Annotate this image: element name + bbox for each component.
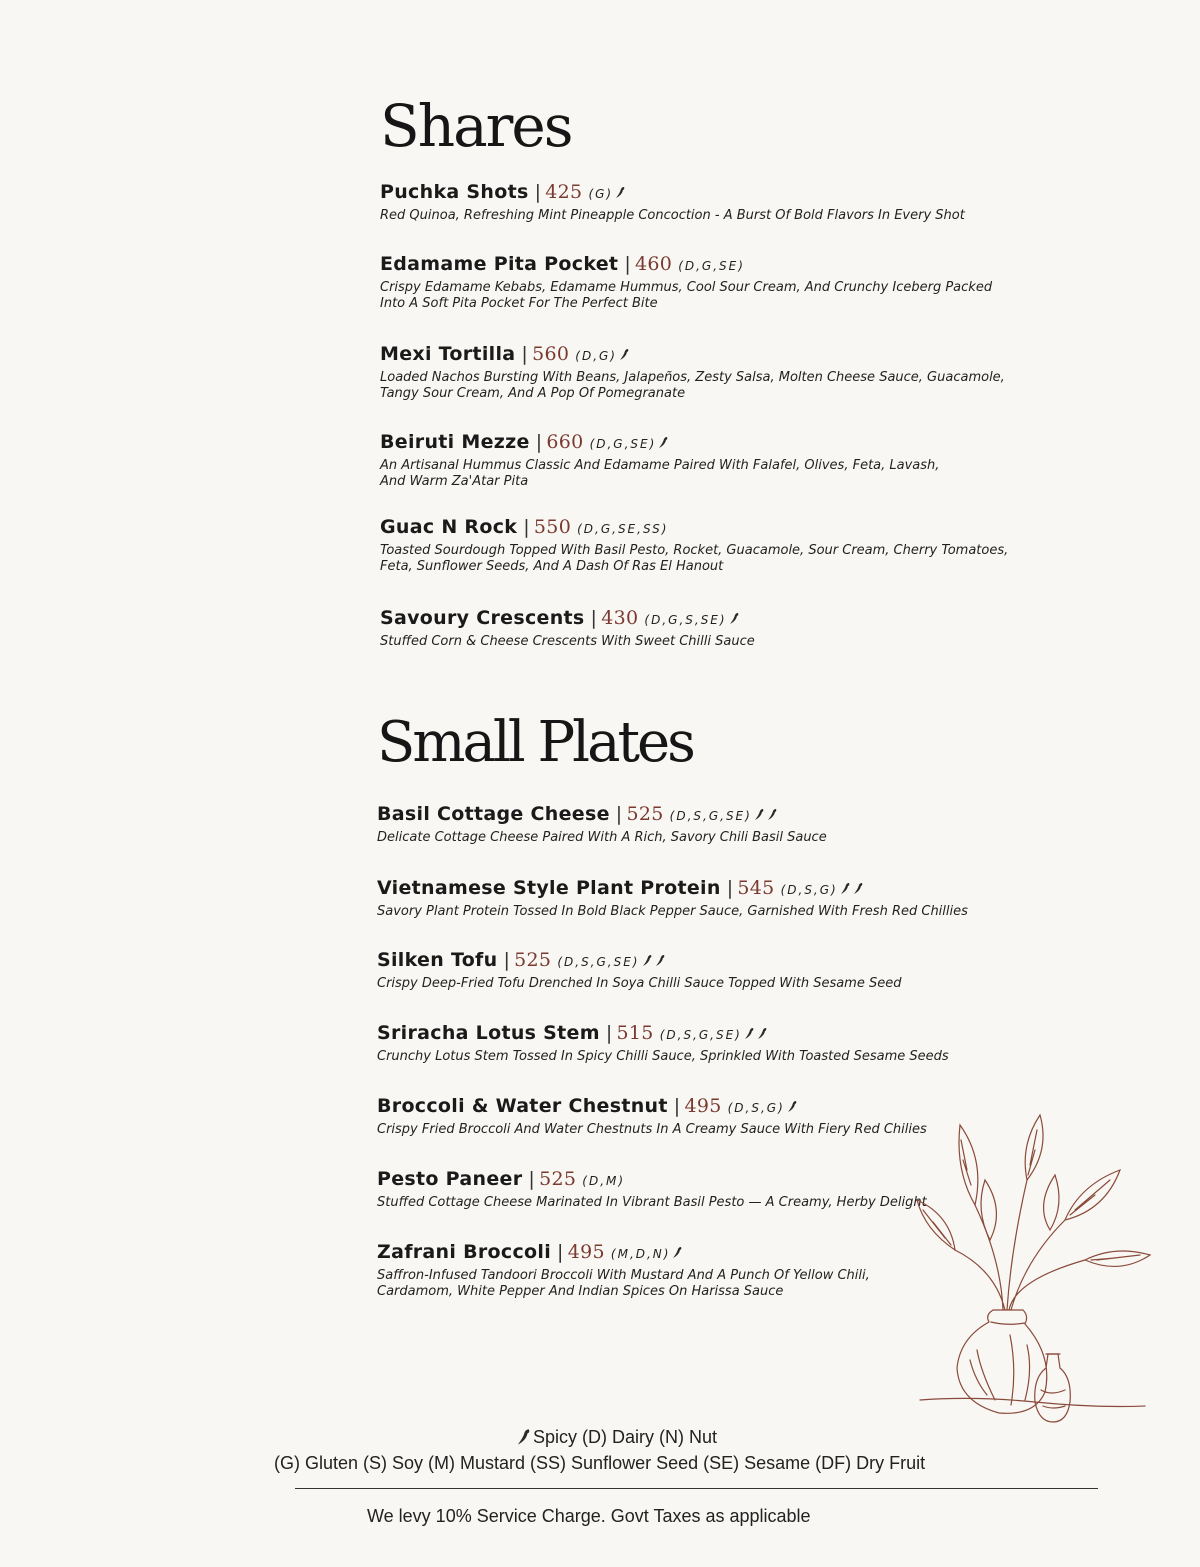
separator: | [523, 516, 530, 538]
menu-item-description [380, 208, 1080, 224]
small-plates-title: Small Plates [377, 710, 693, 775]
separator: | [503, 949, 511, 971]
menu-item-header [377, 802, 1077, 828]
menu-item-price: 525 [514, 949, 552, 971]
chili-icon [672, 1246, 683, 1259]
menu-item-price: 660 [546, 431, 584, 453]
divider [295, 1488, 1098, 1489]
legend-line-1 [0, 1427, 1200, 1448]
menu-item [380, 342, 1080, 402]
menu-item [377, 876, 1077, 920]
description-line: Into A Soft Pita Pocket For The Perfect Bite [380, 296, 658, 311]
menu-item-name: Beiruti Mezze [380, 431, 530, 453]
allergen-tags: (D,G,SE,SS) [577, 522, 669, 536]
allergen-tags: (D,S,G,SE) [659, 1028, 742, 1042]
allergen-tags: (D,G,SE) [678, 259, 745, 273]
chili-icon [515, 1428, 533, 1446]
separator: | [726, 877, 734, 899]
chili-icon [729, 612, 740, 625]
description-line: An Artisanal Hummus Classic And Edamame Paired With Falafel, Olives, Feta, Lavash, [380, 458, 940, 473]
description-line: Cardamom, White Pepper And Indian Spices On Harissa Sauce [377, 1284, 784, 1299]
chili-icon [642, 954, 653, 967]
allergen-tags: (D,G,S,SE) [644, 613, 727, 627]
menu-item-header [377, 876, 1077, 902]
description-line: Crunchy Lotus Stem Tossed In Spicy Chilli Sauce, Sprinkled With Toasted Sesame Seeds [377, 1049, 949, 1064]
menu-item-header [377, 948, 1077, 974]
menu-item-description [377, 904, 1077, 920]
menu-item-header [380, 252, 1080, 278]
description-line: Feta, Sunflower Seeds, And A Dash Of Ras El Hanout [380, 559, 724, 574]
description-line: Loaded Nachos Bursting With Beans, Jalapeños, Zesty Salsa, Molten Cheese Sauce, Guacamole, [380, 370, 1005, 385]
menu-item [380, 606, 1080, 650]
chili-icon [754, 808, 765, 821]
allergen-tags: (D,S,G,SE) [557, 955, 640, 969]
allergen-tags: (D,M) [582, 1174, 626, 1188]
menu-item-name: Silken Tofu [377, 949, 498, 971]
description-line: Stuffed Cottage Cheese Marinated In Vibrant Basil Pesto — A Creamy, Herby Delight [377, 1195, 927, 1210]
separator: | [528, 1168, 536, 1190]
description-line: Crispy Fried Broccoli And Water Chestnuts In A Creamy Sauce With Fiery Red Chilies [377, 1122, 927, 1137]
menu-item [377, 1021, 1077, 1065]
menu-item [377, 802, 1077, 846]
chili-icon [787, 1100, 798, 1113]
chili-icon [655, 954, 666, 967]
menu-item-name: Savoury Crescents [380, 607, 585, 629]
description-line: Tangy Sour Cream, And A Pop Of Pomegranate [380, 386, 686, 401]
separator: | [534, 181, 542, 203]
menu-item-header [380, 342, 1080, 368]
menu-item-name: Puchka Shots [380, 181, 529, 203]
menu-item-description [380, 634, 1080, 650]
description-line: Stuffed Corn & Cheese Crescents With Sweet Chilli Sauce [380, 634, 755, 649]
description-line: Delicate Cottage Cheese Paired With A Rich, Savory Chili Basil Sauce [377, 830, 827, 845]
shares-title: Shares [380, 92, 572, 160]
menu-item [380, 430, 1080, 490]
separator: | [590, 607, 598, 629]
menu-item-description [377, 830, 1077, 846]
menu-item-description [377, 1049, 1077, 1065]
menu-item-price: 560 [532, 343, 570, 365]
allergen-tags: (D,S,G) [727, 1101, 785, 1115]
separator: | [615, 803, 623, 825]
menu-item-price: 550 [533, 516, 572, 538]
allergen-tags: (M,D,N) [610, 1247, 671, 1261]
menu-item-description [380, 280, 1080, 312]
allergen-tags: (G) [588, 187, 614, 201]
menu-item [377, 948, 1077, 992]
menu-item-price: 495 [684, 1095, 722, 1117]
plant-vase-icon [915, 1110, 1160, 1435]
menu-item-name: Basil Cottage Cheese [377, 803, 610, 825]
separator: | [535, 431, 543, 453]
legend-line-2: (G) Gluten (S) Soy (M) Mustard (SS) Sunflower Seed (SE) Sesame (DF) Dry Fruit [274, 1453, 926, 1473]
menu-item-name: Edamame Pita Pocket [380, 253, 619, 275]
menu-item-header [377, 1021, 1077, 1047]
menu-item-description [380, 370, 1080, 402]
separator: | [557, 1241, 564, 1263]
service-charge-note: We levy 10% Service Charge. Govt Taxes as applicable [367, 1506, 811, 1526]
chili-icon [853, 882, 864, 895]
legend-text-1: Spicy (D) Dairy (N) Nut [532, 1427, 717, 1447]
menu-item-header [380, 180, 1080, 206]
chili-icon [615, 186, 626, 199]
allergen-tags: (D,G) [575, 349, 617, 363]
menu-item-price: 430 [601, 607, 639, 629]
menu-item-price: 495 [567, 1241, 605, 1263]
chili-icon [619, 348, 630, 361]
menu-item-price: 515 [616, 1022, 654, 1044]
chili-icon [658, 436, 669, 449]
allergen-tags: (D,S,G) [780, 883, 838, 897]
separator: | [521, 343, 529, 365]
menu-item-name: Guac N Rock [380, 516, 518, 538]
menu-item-price: 545 [737, 877, 775, 899]
description-line: Crispy Edamame Kebabs, Edamame Hummus, Cool Sour Cream, And Crunchy Iceberg Packed [380, 280, 993, 295]
menu-item-price: 460 [635, 253, 673, 275]
menu-item-price: 525 [626, 803, 664, 825]
menu-item-name: Vietnamese Style Plant Protein [377, 877, 721, 899]
separator: | [605, 1022, 613, 1044]
menu-item-name: Zafrani Broccoli [377, 1241, 552, 1263]
description-line: Saffron-Infused Tandoori Broccoli With Mustard And A Punch Of Yellow Chili, [377, 1268, 870, 1283]
allergen-tags: (D,S,G,SE) [669, 809, 752, 823]
description-line: And Warm Za'Atar Pita [380, 474, 529, 489]
menu-item-description [380, 543, 1080, 575]
separator: | [624, 253, 632, 275]
description-line: Savory Plant Protein Tossed In Bold Black Pepper Sauce, Garnished With Fresh Red Chillies [377, 904, 968, 919]
menu-item-description [380, 458, 1080, 490]
menu-item-name: Mexi Tortilla [380, 343, 516, 365]
menu-item [380, 515, 1080, 575]
separator: | [673, 1095, 681, 1117]
chili-icon [757, 1027, 768, 1040]
menu-item-price: 525 [539, 1168, 577, 1190]
chili-icon [767, 808, 778, 821]
menu-item [380, 180, 1080, 224]
menu-item-header [380, 606, 1080, 632]
allergen-tags: (D,G,SE) [589, 437, 657, 451]
menu-item-name: Pesto Paneer [377, 1168, 523, 1190]
chili-icon [840, 882, 851, 895]
description-line: Red Quinoa, Refreshing Mint Pineapple Concoction - A Burst Of Bold Flavors In Every Shot [380, 208, 965, 223]
chili-icon [744, 1027, 755, 1040]
menu-item-description [377, 976, 1077, 992]
description-line: Toasted Sourdough Topped With Basil Pesto, Rocket, Guacamole, Sour Cream, Cherry Tomatoes, [380, 543, 1009, 558]
menu-item [380, 252, 1080, 312]
menu-item-header [380, 430, 1080, 456]
menu-item-name: Broccoli & Water Chestnut [377, 1095, 668, 1117]
description-line: Crispy Deep-Fried Tofu Drenched In Soya Chilli Sauce Topped With Sesame Seed [377, 976, 902, 991]
menu-item-price: 425 [545, 181, 583, 203]
menu-item-name: Sriracha Lotus Stem [377, 1022, 600, 1044]
menu-item-header [380, 515, 1080, 541]
